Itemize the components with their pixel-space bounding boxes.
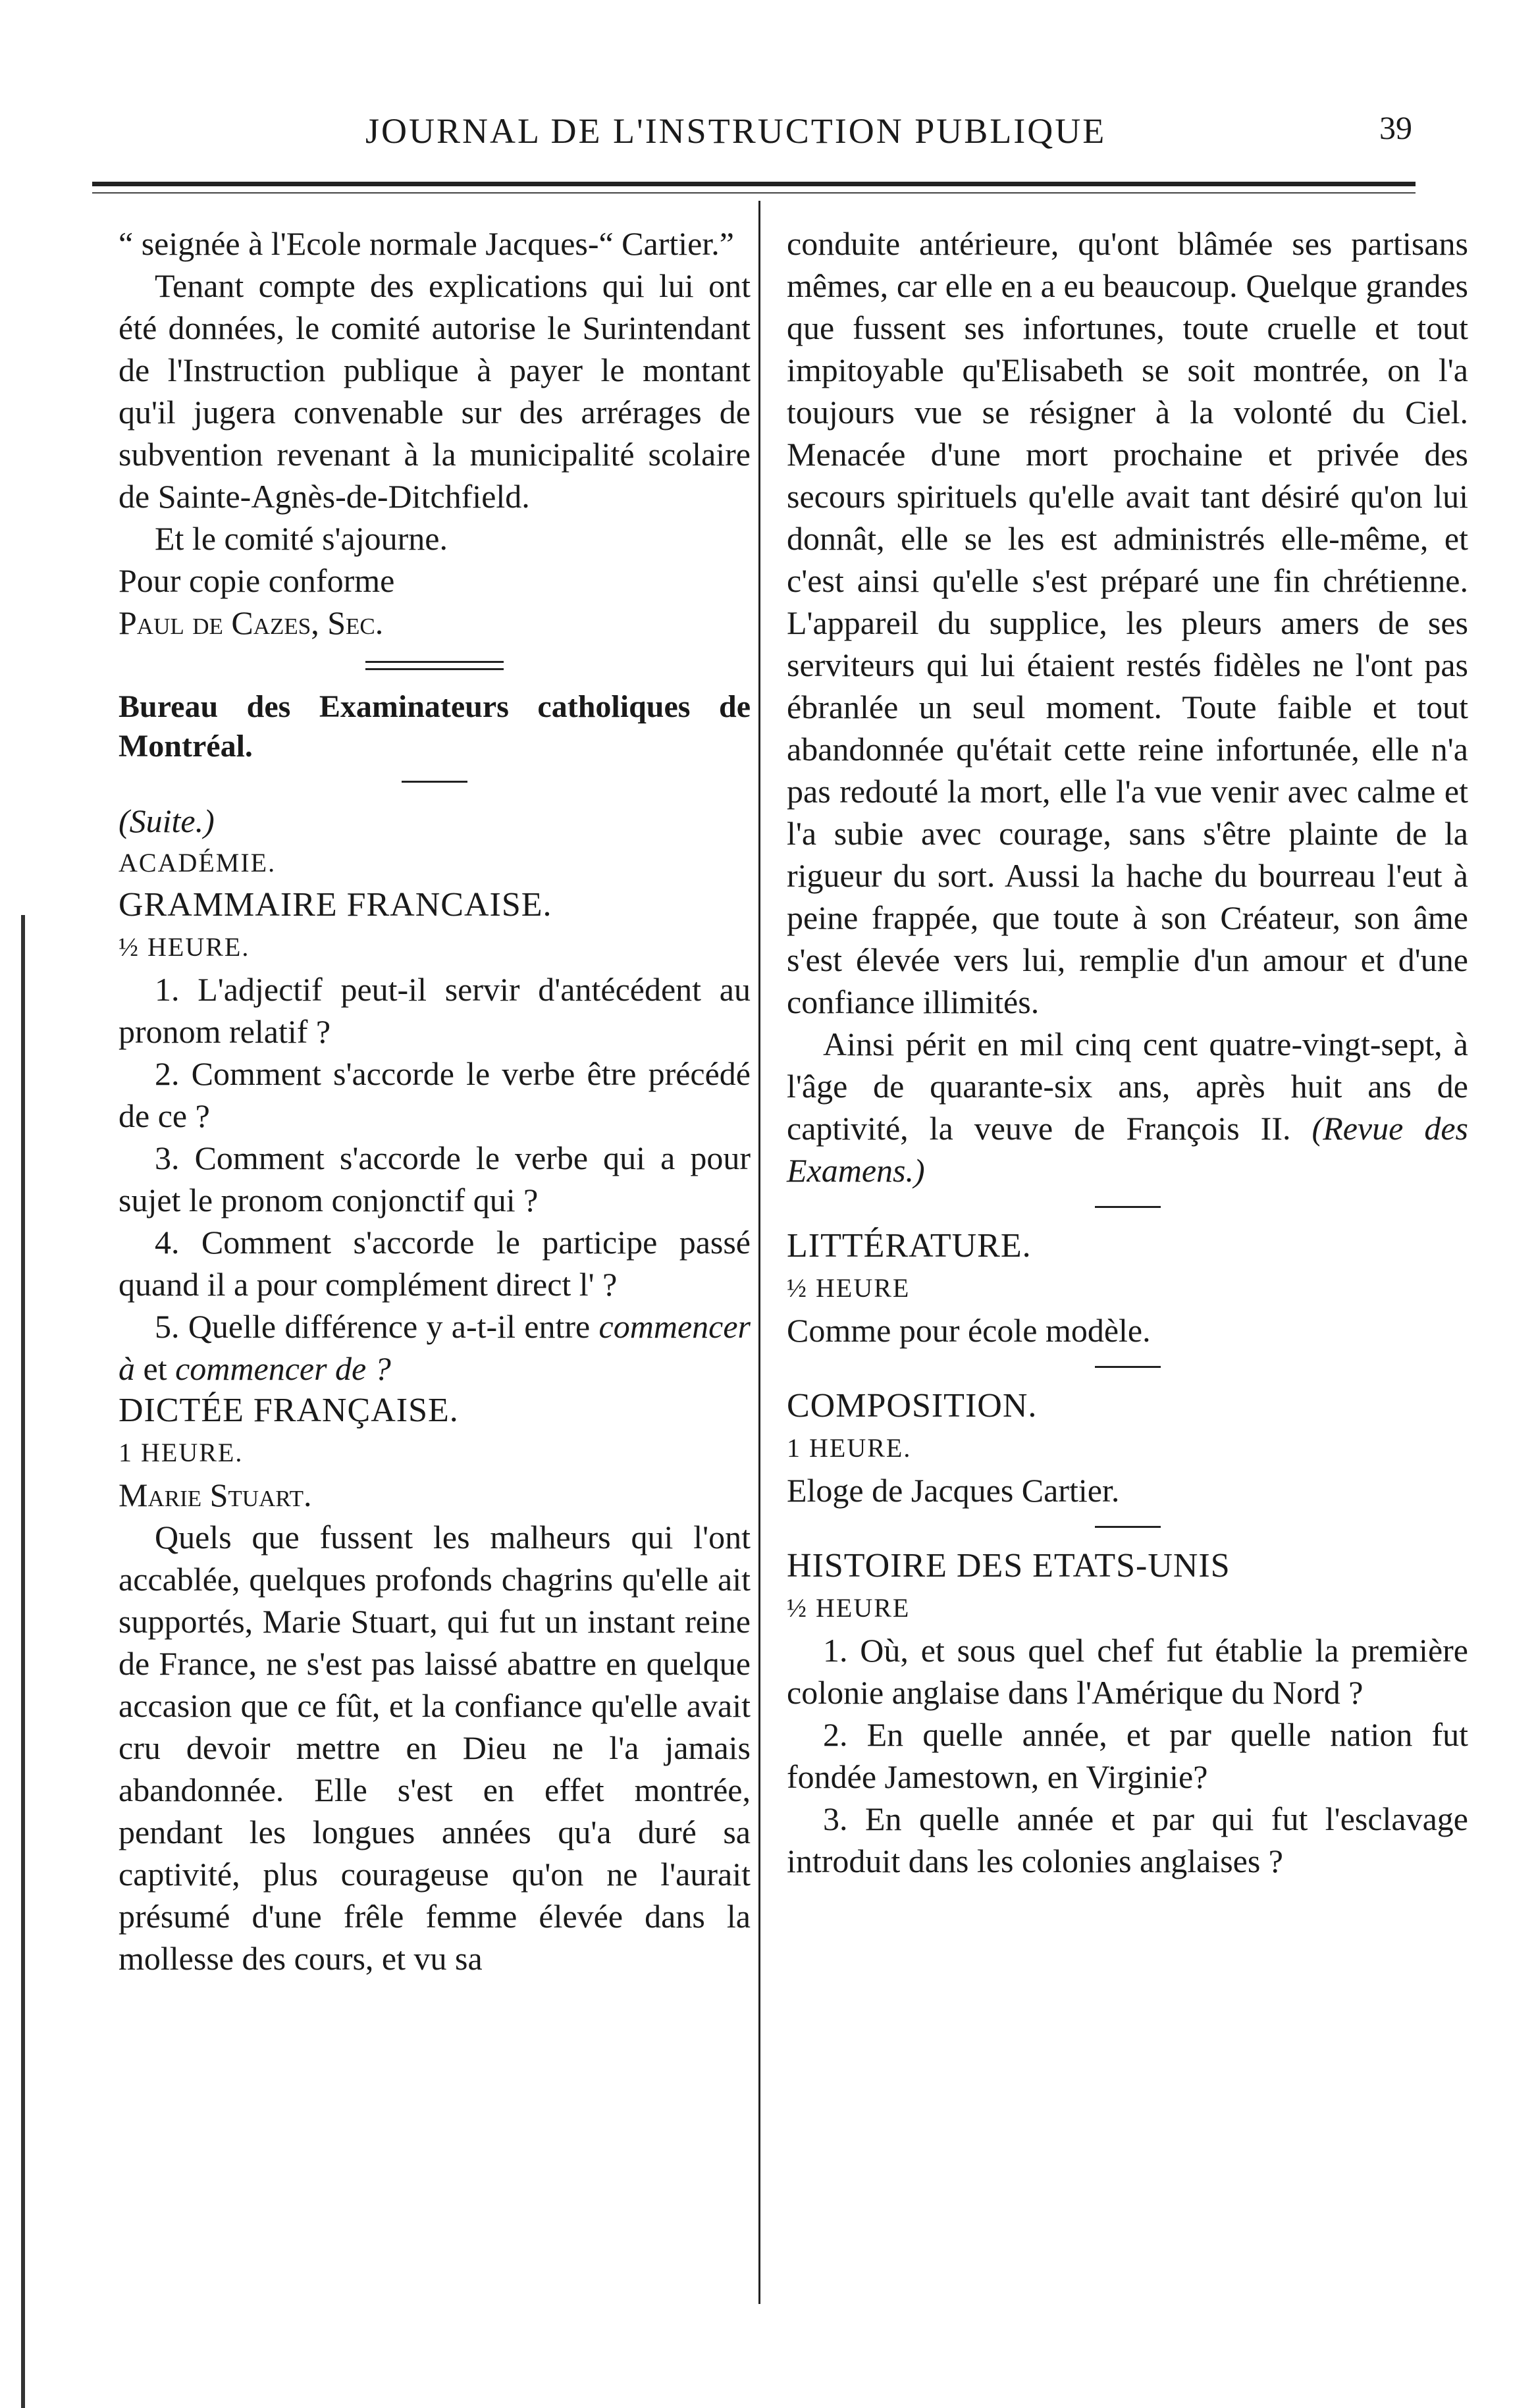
dictee-title: DICTÉE FRANÇAISE. [119, 1392, 459, 1429]
separator [1095, 1366, 1161, 1368]
litterature-text: Comme pour école modèle. [787, 1312, 1151, 1349]
grammaire-title: GRAMMAIRE FRANCAISE. [119, 886, 552, 924]
minutes-continuation: “ seignée à l'Ecole normale Jacques-“ Cartier.” [119, 225, 734, 262]
journal-title: JOURNAL DE L'INSTRUCTION PUBLIQUE [365, 111, 1107, 151]
grammaire-q5 [119, 1305, 751, 1390]
q5-italic-1: commencer à [119, 1308, 751, 1387]
grammaire-q3: 3. Comment s'accorde le verbe qui a pour sujet le pronom conjonctif qui ? [119, 1139, 751, 1218]
bureau-title: Bureau des Examinateurs catholiques de Montréal. [119, 689, 751, 764]
separator [1095, 1526, 1161, 1528]
dictee-conclusion [787, 1023, 1468, 1191]
grammaire-q4: 4. Comment s'accorde le participe passé quand il a pour complément direct l' ? [119, 1224, 751, 1303]
histoire-title: HISTOIRE DES ETATS-UNIS [787, 1547, 1231, 1584]
dictee-conclusion-text: Ainsi périt en mil cinq cent quatre-vingt-sept, à l'âge de quarante-six ans, après huit ans de captivité, la veuve de François II. [787, 1026, 1468, 1147]
dictee-text: Quels que fussent les malheurs qui l'ont accablée, quelques profonds chagrins qu'elle ait supportés, Marie Stuart, qui fut un instant reine de France, ne s'est pas laissé abattre en quelque accasion que ce fût, et la confiance qu'elle avait cru devoir mettre en Dieu ne l'a jamais abandonnée. Elle s'est en effet montrée, pendant les longues années qu'a duré sa captivité, plus courageuse qu'on ne l'aurait présumé d'une frêle femme élevée dans la mollesse des cours, et vu sa [119, 1519, 751, 1977]
minutes-paragraph: Tenant compte des explications qui lui ont été données, le comité autorise le Surintendant de l'Instruction publique à payer le montant qu'il jugera convenable sur des arrérages de subvention revenant à la municipalité scolaire de Sainte-Agnès-de-Ditchfield. [119, 267, 751, 515]
dictee-subtitle: Marie Stuart. [119, 1477, 312, 1513]
minutes-adjourn: Et le comité s'ajourne. [155, 520, 448, 557]
litterature-duration: ½ HEURE [787, 1273, 911, 1303]
q5-mid: et [135, 1350, 176, 1387]
column-divider [758, 201, 760, 2304]
left-column [119, 222, 751, 1979]
composition-text: Eloge de Jacques Cartier. [787, 1472, 1120, 1509]
section-separator [365, 661, 504, 670]
page-number: 39 [1379, 109, 1412, 146]
composition-title: COMPOSITION. [787, 1387, 1038, 1425]
dictee-duration: 1 HEURE. [119, 1438, 244, 1467]
litterature-title: LITTÉRATURE. [787, 1227, 1032, 1265]
separator [1095, 1206, 1161, 1208]
histoire-q3: 3. En quelle année et par qui fut l'esclavage introduit dans les colonies anglaises ? [787, 1800, 1468, 1879]
grammaire-q1: 1. L'adjectif peut-il servir d'antécédent au pronom relatif ? [119, 971, 751, 1050]
grammaire-q2: 2. Comment s'accorde le verbe être précédé de ce ? [119, 1055, 751, 1134]
histoire-duration: ½ HEURE [787, 1593, 911, 1623]
suite-label: (Suite.) [119, 802, 215, 839]
histoire-q1: 1. Où, et sous quel chef fut établie la première colonie anglaise dans l'Amérique du Nord ? [787, 1632, 1468, 1711]
dictee-source: (Revue des Examens.) [787, 1110, 1469, 1189]
right-column [787, 222, 1468, 1882]
header-rule-thick [92, 182, 1416, 186]
academie-label: ACADÉMIE. [119, 848, 277, 877]
separator [402, 781, 467, 783]
grammaire-duration: ½ HEURE. [119, 932, 250, 962]
dictee-continuation: conduite antérieure, qu'ont blâmée ses partisans mêmes, car elle en a eu beaucoup. Quelque grandes que fussent ses infortunes, toute cruelle et tout impitoyable qu'Elisabeth se soit montrée, on l'a toujours vue se résigner à la volonté du Ciel. Menacée d'une mort prochaine et privée des secours spirituels qu'elle avait tant désiré qu'on lui donnât, elle se les est administrés elle-même, et c'est ainsi qu'elle s'est préparé une fin chrétienne. L'appareil du supplice, les pleurs amers de ses serviteurs qui lui étaient restés fidèles ne l'ont pas ébranlée un seul moment. Toute faible et tout abandonnée qu'était cette reine infortunée, elle n'a pas redouté la mort, elle l'a vue venir avec calme et l'a subie avec courage, sans s'être plainte de la rigueur du sort. Aussi la hache du bourreau l'eut à peine frappée, que toute à son Créateur, son âme s'est élevée vers lui, remplie d'un amour et d'une confiance illimités. [787, 225, 1468, 1020]
signature: Paul de Cazes, Sec. [119, 604, 384, 641]
copy-conforme: Pour copie conforme [119, 562, 395, 599]
q5-text: 5. Quelle différence y a-t-il entre [155, 1308, 599, 1345]
page-binding-edge [21, 915, 25, 2408]
composition-duration: 1 HEURE. [787, 1433, 912, 1463]
histoire-q2: 2. En quelle année, et par quelle nation fut fondée Jamestown, en Virginie? [787, 1716, 1468, 1795]
q5-italic-2: commencer de ? [175, 1350, 391, 1387]
header-rule-thin [92, 192, 1416, 194]
